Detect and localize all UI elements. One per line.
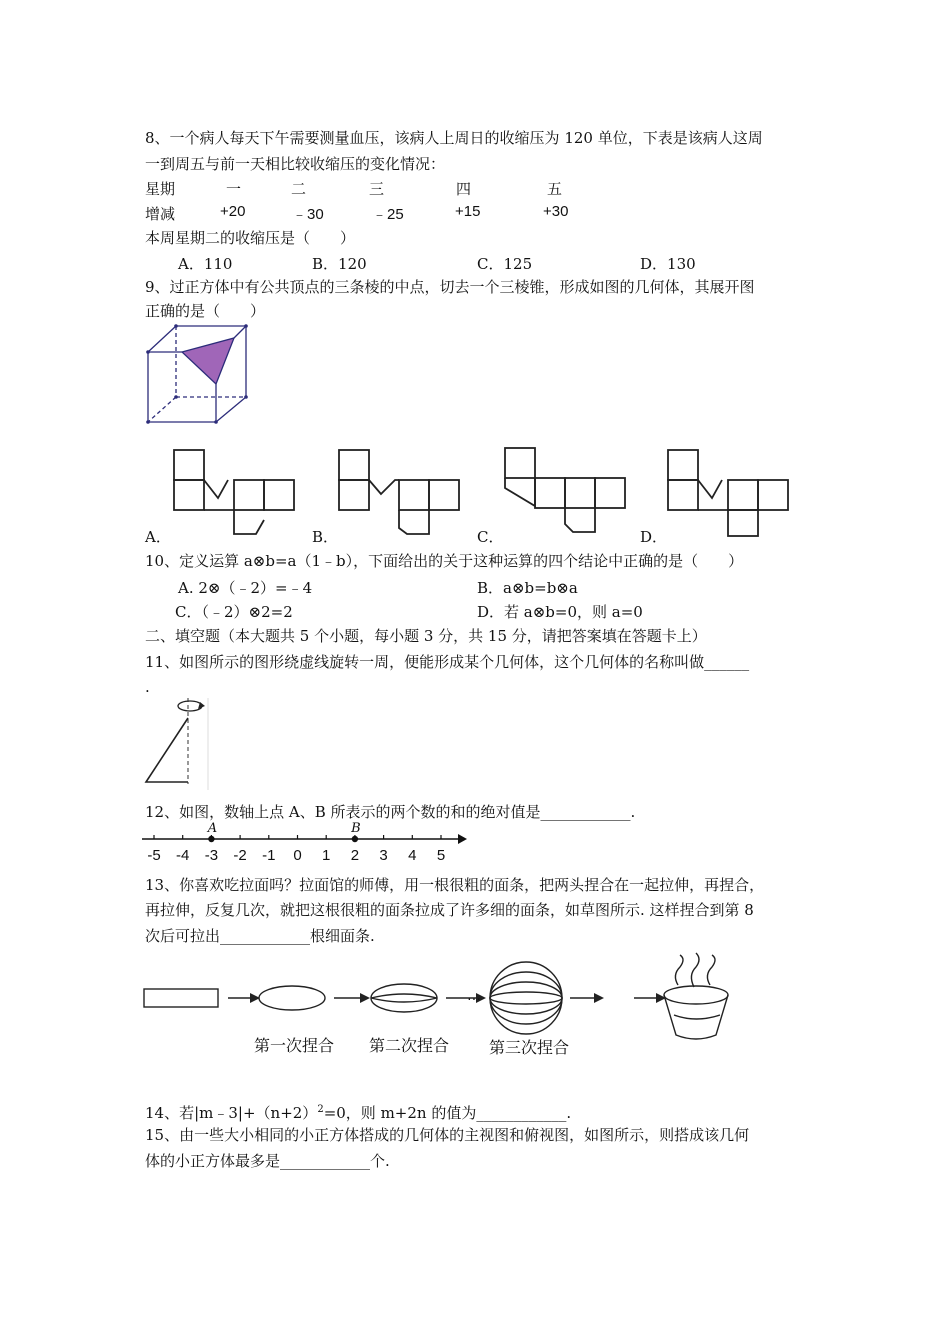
number-line-tick-label: 2 — [350, 847, 360, 864]
q14-line — [145, 1099, 571, 1124]
q8-table-day: 四 — [456, 180, 472, 198]
number-line-tick-label: -5 — [147, 847, 161, 864]
point-b-marker — [352, 836, 358, 842]
number-line-tick-label: -2 — [233, 847, 247, 864]
net-figure-a — [172, 448, 302, 540]
q8-table-change: +15 — [455, 203, 481, 220]
q11-line1: 11、如图所示的图形绕虚线旋转一周，便能形成某个几何体，这个几何体的名称叫做______ — [145, 653, 750, 671]
q10-option-c: C．（﹣2）⊗2=2 — [175, 603, 293, 621]
number-line-tick-label: 3 — [379, 847, 388, 864]
q10-option-d: D．若 a⊗b=0，则 a=0 — [477, 603, 643, 621]
number-line-tick-label: -1 — [262, 847, 276, 864]
q8-option-b: B．120 — [312, 255, 367, 273]
rotation-triangle-figure — [142, 698, 210, 790]
q8-table-day: 五 — [547, 180, 563, 198]
q9-line2: 正确的是（ ） — [145, 302, 266, 320]
q8-table-change: ﹣25 — [372, 206, 404, 223]
noodle-bowl-icon — [664, 953, 728, 1039]
number-line-tick-label: 0 — [293, 847, 302, 864]
q8-question: 本周星期二的收缩压是（ ） — [145, 229, 356, 247]
q8-table-change-label: 增减 — [145, 205, 176, 223]
q13-ellipsis: ··· — [467, 990, 481, 1006]
fold-2-loop — [371, 984, 437, 1012]
q13-line1: 13、你喜欢吃拉面吗？拉面馆的师傅，用一根很粗的面条，把两头捏合在一起拉伸，再捏合， — [145, 876, 765, 894]
q8-option-a: A．110 — [178, 255, 233, 273]
q9-option-d-label: D． — [640, 528, 668, 546]
q8-option-d: D．130 — [640, 255, 696, 273]
fold-3-loop — [490, 962, 562, 1034]
point-b-label: B — [351, 821, 361, 836]
number-line-tick-label: 5 — [436, 847, 446, 864]
q14-exponent: 2 — [317, 1104, 324, 1115]
q10-option-b: B．a⊗b=b⊗a — [477, 579, 578, 597]
q8-line1: 8、一个病人每天下午需要测量血压，该病人上周日的收缩压为 120 单位，下表是该病人这周 — [145, 129, 763, 147]
q14-text-post: =0，则 m+2n 的值为____________. — [323, 1104, 572, 1122]
arrow-icon — [360, 993, 370, 1003]
q12-line1: 12、如图，数轴上点 A、B 所表示的两个数的和的绝对值是____________. — [145, 803, 636, 821]
q9-option-c-label: C． — [477, 528, 504, 546]
q8-table-change: +20 — [220, 203, 246, 220]
point-a-label: A — [207, 821, 218, 836]
net-figure-d — [666, 448, 796, 540]
q10-line1: 10、定义运算 a⊗b=a（1﹣b），下面给出的关于这种运算的四个结论中正确的是（ ） — [145, 552, 744, 570]
thick-noodle-bar — [144, 989, 218, 1007]
q14-text-pre: 14、若|m﹣3|+（n+2） — [145, 1104, 318, 1122]
q13-label-fold-1: 第一次捏合 — [254, 1038, 335, 1055]
q10-option-a: A. 2⊗（﹣2）=﹣4 — [178, 579, 313, 597]
q8-table-weekday-label: 星期 — [145, 180, 176, 198]
number-line — [140, 822, 470, 864]
q8-table-day: 一 — [226, 180, 242, 198]
q15-line2: 体的小正方体最多是____________个. — [145, 1152, 390, 1170]
q15-line1: 15、由一些大小相同的小正方体搭成的几何体的主视图和俯视图，如图所示，则搭成该几何 — [145, 1126, 750, 1144]
fold-1-loop — [259, 986, 325, 1010]
point-a-marker — [208, 836, 214, 842]
q9-option-a-label: A． — [145, 528, 171, 546]
q11-line2: . — [145, 678, 150, 696]
q8-table-day: 二 — [291, 180, 307, 198]
q8-option-c: C．125 — [477, 255, 533, 273]
rotation-arrow-icon — [178, 701, 202, 711]
q9-line1: 9、过正方体中有公共顶点的三条棱的中点，切去一个三棱锥，形成如图的几何体，其展开图 — [145, 278, 755, 296]
q13-line3: 次后可拉出____________根细面条. — [145, 927, 375, 945]
q8-table-change: ﹣30 — [292, 206, 324, 223]
arrow-icon — [250, 993, 260, 1003]
number-line-arrow-icon — [458, 834, 467, 844]
q8-table-change: +30 — [543, 203, 569, 220]
q13-line2: 再拉伸，反复几次，就把这根很粗的面条拉成了许多细的面条，如草图所示. 这样捏合到第 8 — [145, 901, 754, 919]
section2-heading: 二、填空题（本大题共 5 个小题，每小题 3 分，共 15 分，请把答案填在答题卡上） — [145, 627, 707, 645]
q13-label-fold-3: 第三次捏合 — [489, 1040, 570, 1057]
arrow-icon — [594, 993, 604, 1003]
q8-table-day: 三 — [369, 180, 385, 198]
q8-line2: 一到周五与前一天相比较收缩压的变化情况： — [145, 155, 446, 173]
number-line-tick-label: 4 — [408, 847, 417, 864]
number-line-tick-label: 1 — [322, 847, 331, 864]
cube-figure — [140, 322, 250, 432]
number-line-tick-label: -4 — [176, 847, 190, 864]
number-line-tick-label: -3 — [204, 847, 219, 864]
cut-triangle-face — [182, 338, 234, 384]
q13-label-fold-2: 第二次捏合 — [369, 1038, 450, 1055]
q9-option-b-label: B． — [312, 528, 339, 546]
net-figure-c — [503, 446, 633, 538]
net-figure-b — [337, 448, 467, 540]
